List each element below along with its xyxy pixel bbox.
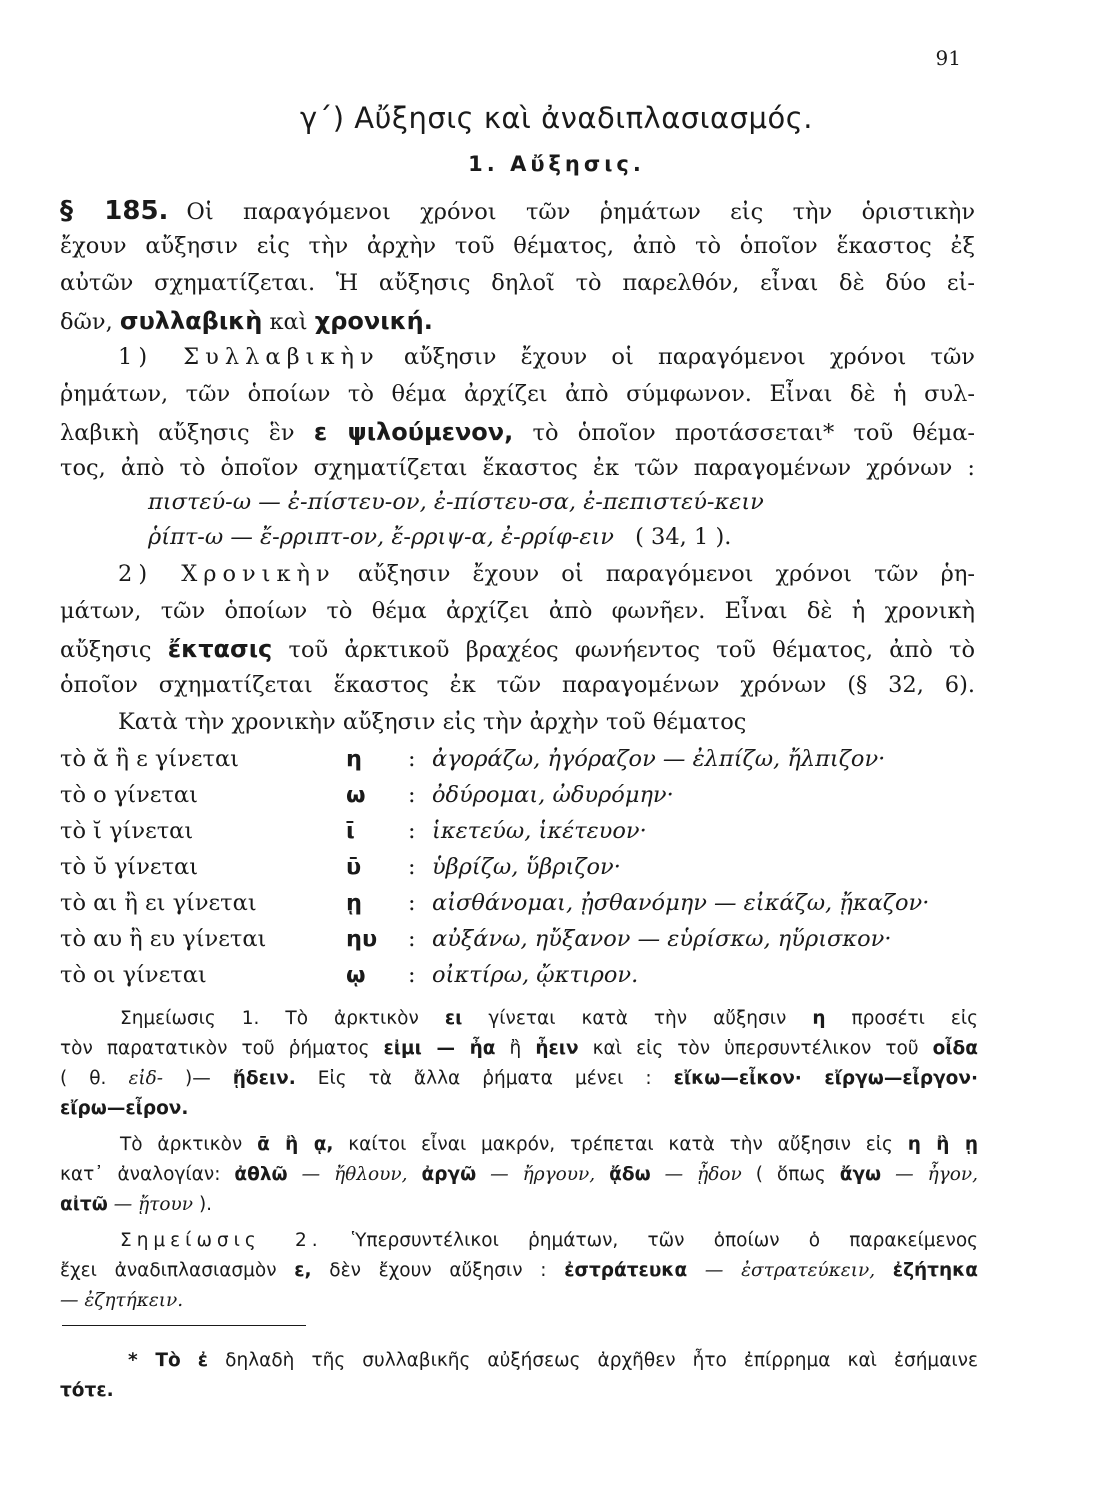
para185-line4: δῶν, συλλαβικὴ καὶ χρονική. xyxy=(60,307,433,335)
para2-line3: αὔξησις ἔκτασις τοῦ ἀρκτικοῦ βραχέος φωνήεντος τοῦ θέματος, ἀπὸ τὸ xyxy=(60,635,975,663)
page-number: 91 xyxy=(935,46,961,70)
term-syllabic: συλλαβικὴ xyxy=(119,307,263,335)
para185-line2: ἔχουν αὔξησιν εἰς τὴν ἀρχὴν τοῦ θέματος, ἀπὸ τὸ ὁποῖον ἕκαστος ἐξ xyxy=(60,233,975,259)
term-psilon-epsilon: ε ψιλούμενον, xyxy=(313,418,514,446)
note2-line2: ἔχει ἀναδιπλασιασμὸν ε, δὲν ἔχουν αὔξησιν : ἐστράτευκα — ἐστρατεύκειν, ἐζήτηκα xyxy=(60,1260,979,1281)
para1-line2: ῥημάτων, τῶν ὁποίων τὸ θέμα ἀρχίζει ἀπὸ σύμφωνον. Εἶναι δὲ ἡ συλ- xyxy=(60,381,975,407)
example-ripto: ῥίπτ-ω — ἔ-ρριπτ-ον, ἔ-ρριψ-α, ἐ-ρρίφ-ειν ( 34, 1 ). xyxy=(148,524,732,550)
note1-line4: εἴρω—εἶρον. xyxy=(60,1098,189,1119)
para1-line3: λαβικὴ αὔξησις ἓν ε ψιλούμενον, τὸ ὁποῖον προτάσσεται* τοῦ θέμα- xyxy=(60,418,975,446)
note1-line1: Σημείωσις 1. Τὸ ἀρκτικὸν ει γίνεται κατὰ τὴν αὔξησιν η προσέτι εἰς xyxy=(120,1008,978,1029)
note1b-line2: κατ᾿ ἀναλογίαν: ἀθλῶ — ἤθλουν, ἀργῶ — ἤργουν, ᾄδω — ᾖδον ( ὅπως ἄγω — ἦγον, xyxy=(60,1164,978,1185)
section-heading: γ΄) Αὔξησις καὶ ἀναδιπλασιασμός. xyxy=(300,101,813,135)
footnote-rule xyxy=(62,1325,306,1326)
term-ektasis: ἔκτασις xyxy=(167,635,273,663)
section-number: § 185. xyxy=(60,196,169,226)
para2-line4: ὁποῖον σχηματίζεται ἕκαστος ἐκ τῶν παραγομένων χρόνων (§ 32, 6). xyxy=(60,672,975,698)
footnote-line2: τότε. xyxy=(60,1380,114,1401)
example-pisteuo: πιστεύ-ω — ἐ-πίστευ-ον, ἐ-πίστευ-σα, ἐ-πεπιστεύ-κειν xyxy=(148,489,764,515)
note1-line2: τὸν παρατατικὸν τοῦ ῥήματος εἰμι — ἦα ἢ ἦειν καὶ εἰς τὸν ὑπερσυντέλικον τοῦ οἶδα xyxy=(60,1038,978,1059)
para1-line4: τος, ἀπὸ τὸ ὁποῖον σχηματίζεται ἕκαστος ἐκ τῶν παραγομένων χρόνων : xyxy=(60,455,975,481)
note1-line3: ( θ. εἰδ- )— ᾔδειν. Εἰς τὰ ἄλλα ῥήματα μένει : εἴκω—εἶκον· εἴργω—εἶργον· xyxy=(60,1068,979,1089)
subsection-heading: 1. Αὔξησις. xyxy=(468,152,645,176)
book-page: 91 γ΄) Αὔξησις καὶ ἀναδιπλασιασμός. 1. Αὔξησις. § 185. Οἱ παραγόμενοι χρόνοι τῶν ῥημάτων εἰς τὴν ὁριστικὴν ἔχουν αὔξησιν εἰς τὴν ἀρχὴν τοῦ θέματος, ἀπὸ τὸ ὁποῖον ἕκαστος ἐξ αὐτῶν σχηματίζεται. Ἡ αὔξησις δηλοῖ τὸ παρελθόν, εἶναι δὲ δύο εἰ- δῶν, συλλαβικὴ καὶ χρονική. 1) Συλλαβικὴν αὔξησιν ἔχουν οἱ παραγόμενοι χρόνοι τῶν ῥημάτων, τῶν ὁποίων τὸ θέμα ἀρχίζει ἀπὸ σύμφωνον. Εἶναι δὲ ἡ συλ- λαβικὴ αὔξησις ἓν ε ψιλούμενον, τὸ ὁποῖον προτάσσεται* τοῦ θέμα- τος, ἀπὸ τὸ ὁποῖον σχηματίζεται ἕκαστος ἐκ τῶν παραγομένων χρόνων : πιστεύ-ω — ἐ-πίστευ-ον, ἐ-πίστευ-σα, ἐ-πεπιστεύ-κειν ῥίπτ-ω — ἔ-ρριπτ-ον, ἔ-ρριψ-α, ἐ-ρρίφ-ειν ( 34, 1 ). 2) Χρονικὴν αὔξησιν ἔχουν οἱ παραγόμενοι χρόνοι τῶν ῥη- μάτων, τῶν ὁποίων τὸ θέμα ἀρχίζει ἀπὸ φωνῆεν. Εἶναι δὲ ἡ χρονικὴ αὔξησις ἔκτασις τοῦ ἀρκτικοῦ βραχέος φωνήεντος τοῦ θέματος, ἀπὸ τὸ ὁποῖον σχηματίζεται ἕκαστος ἐκ τῶν παραγομένων χρόνων (§ 32, 6). Κατὰ τὴν χρονικὴν αὔξησιν εἰς τὴν ἀρχὴν τοῦ θέματος τὸ ᾰ ἢ ε γίνεται η : ἀγοράζω, ἠγόραζον — ἐλπίζω, ἤλπιζον· τὸ ο γίνεται ω : ὀδύρομαι, ὠδυρόμην· τὸ ῐ γίνεται ῑ : ἱκετεύω, ἱκέτευον· τὸ ῠ γίνεται ῡ : ὑβρίζω, ὕβριζον· τὸ αι ἢ ει γίνεται ῃ : αἰσθάνομαι, ᾐσθανόμην — εἰκάζω, ᾔκαζον· τὸ αυ ἢ ευ γίνεται ηυ : αὐξάνω, ηὔξανον — εὑρίσκω, ηὕρισκον· τὸ οι γίνεται ῳ : οἰκτίρω, ᾤκτιρον. Σημείωσις 1. Τὸ ἀρκτικὸν ει γίνεται κατὰ τὴν αὔξησιν η προσέτι εἰς τὸν παρατατικὸν τοῦ ῥήματος εἰμι — ἦα ἢ ἦειν καὶ εἰς τὸν ὑπερσυντέλικον τοῦ οἶδα ( θ. εἰδ- )— ᾔδειν. Εἰς τὰ ἄλλα ῥήματα μένει : εἴκω—εἶκον· εἴργω—εἶργον· εἴρω—εἶρον. Τὸ ἀρκτικὸν ᾱ ἢ ᾳ, καίτοι εἶναι μακρόν, τρέπεται κατὰ τὴν αὔξησιν εἰς η ἢ ῃ κατ᾿ ἀναλογίαν: ἀθλῶ — ἤθλουν, ἀργῶ — ἤργουν, ᾄδω — ᾖδον ( ὅπως ἄγω — ἦγον, αἰτῶ — ᾔτουν ). Σημείωσις 2. Ὑπερσυντέλικοι ῥημάτων, τῶν ὁποίων ὁ παρακείμενος ἔχει ἀναδιπλασιασμὸν ε, δὲν ἔχουν αὔξησιν : ἐστράτευκα — ἐστρατεύκειν, ἐζήτηκα — ἐζητήκειν. * Τὸ ἐ δηλαδὴ τῆς συλλαβικῆς αὐξήσεως ἀρχῆθεν ἦτο ἐπίρρημα καὶ ἐσήμαινε τότε. xyxy=(0,0,1113,1500)
note2-line3: — ἐζητήκειν. xyxy=(60,1290,184,1311)
note2-line1: Σημείωσις 2. Ὑπερσυντέλικοι ῥημάτων, τῶν ὁποίων ὁ παρακείμενος xyxy=(120,1230,978,1251)
para185-line1: § 185. Οἱ παραγόμενοι χρόνοι τῶν ῥημάτων εἰς τὴν ὁριστικὴν xyxy=(60,196,976,226)
note1b-line1: Τὸ ἀρκτικὸν ᾱ ἢ ᾳ, καίτοι εἶναι μακρόν, τρέπεται κατὰ τὴν αὔξησιν εἰς η ἢ ῃ xyxy=(120,1134,978,1155)
para1-line1: 1) Συλλαβικὴν αὔξησιν ἔχουν οἱ παραγόμενοι χρόνοι τῶν xyxy=(118,344,975,370)
term-temporal: χρονική. xyxy=(314,307,433,335)
para2-intro: Κατὰ τὴν χρονικὴν αὔξησιν εἰς τὴν ἀρχὴν τοῦ θέματος xyxy=(118,709,747,735)
para185-line3: αὐτῶν σχηματίζεται. Ἡ αὔξησις δηλοῖ τὸ παρελθόν, εἶναι δὲ δύο εἰ- xyxy=(60,270,975,296)
footnote-line1: * Τὸ ἐ δηλαδὴ τῆς συλλαβικῆς αὐξήσεως ἀρχῆθεν ἦτο ἐπίρρημα καὶ ἐσήμαινε xyxy=(128,1350,978,1371)
note1b-line3: αἰτῶ — ᾔτουν ). xyxy=(60,1194,213,1215)
para2-line1: 2) Χρονικὴν αὔξησιν ἔχουν οἱ παραγόμενοι χρόνοι τῶν ῥη- xyxy=(118,561,975,587)
para2-line2: μάτων, τῶν ὁποίων τὸ θέμα ἀρχίζει ἀπὸ φωνῆεν. Εἶναι δὲ ἡ χρονικὴ xyxy=(60,598,975,624)
